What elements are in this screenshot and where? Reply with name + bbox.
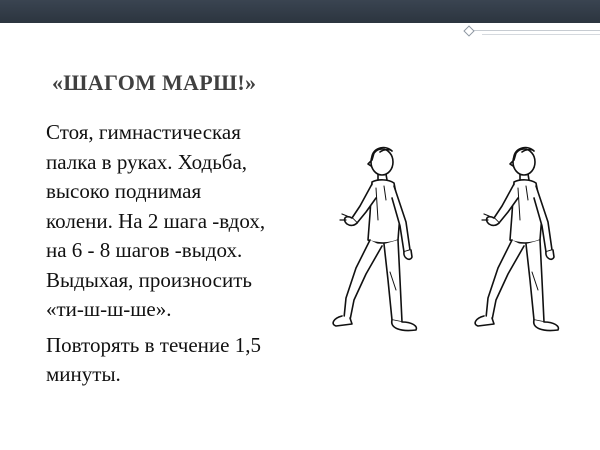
top-decor-bar xyxy=(0,0,600,23)
description-line: Выдыхая, произносить xyxy=(46,267,252,292)
exercise-description xyxy=(46,118,346,390)
marching-boy-icon xyxy=(462,140,582,355)
decor-diamond xyxy=(463,25,474,36)
decor-line xyxy=(482,34,600,35)
description-line: высоко поднимая xyxy=(46,179,202,203)
description-line: палка в руках. Ходьба, xyxy=(46,149,248,174)
decor-line xyxy=(470,30,600,31)
description-line: на 6 - 8 шагов -выдох. xyxy=(46,238,243,262)
description-line: колени. На 2 шага -вдох, xyxy=(46,208,266,233)
slide-title: «ШАГОМ МАРШ!» xyxy=(52,70,257,95)
marching-boy-icon xyxy=(320,140,440,355)
description-line: минуты. xyxy=(46,362,121,386)
description-line: Стоя, гимнастическая xyxy=(46,120,241,144)
description-line: Повторять в течение 1,5 xyxy=(46,332,261,357)
description-line: «ти-ш-ш-ше». xyxy=(46,297,172,321)
